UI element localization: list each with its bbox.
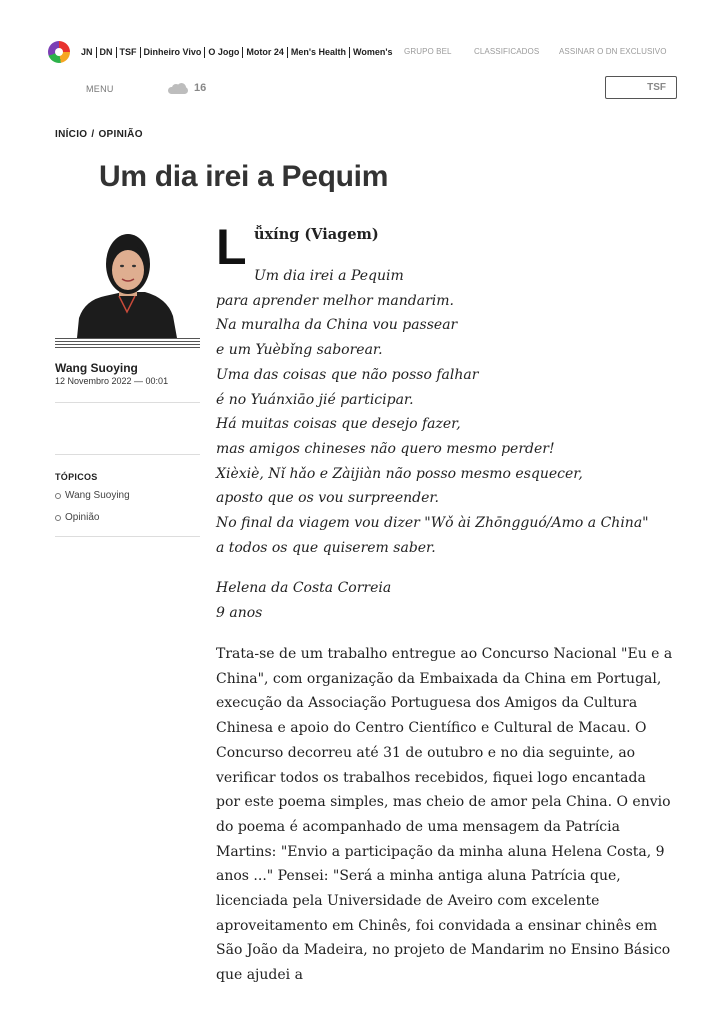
divider [55, 402, 200, 403]
poem-line: Uma das coisas que não posso falhar [216, 366, 479, 383]
publish-date: 12 Novembro 2022 — 00:01 [55, 376, 169, 386]
tsf-radio-label: TSF [647, 82, 666, 93]
poem-line: para aprender melhor mandarim. [216, 292, 454, 309]
brand-link-dinheiro-vivo[interactable]: Dinheiro Vivo [141, 47, 206, 58]
brand-list [70, 46, 393, 58]
signature-age: 9 anos [216, 605, 263, 621]
photo-divider [55, 338, 200, 348]
breadcrumb-home[interactable]: INÍCIO [55, 129, 88, 140]
brand-link-o-jogo[interactable]: O Jogo [205, 47, 243, 58]
temperature-value: 16 [194, 82, 207, 94]
poem-line: Há muitas coisas que desejo fazer, [216, 416, 461, 433]
group-logo-icon[interactable] [48, 41, 70, 63]
weather-widget[interactable] [168, 82, 206, 94]
menu-button[interactable]: MENU [86, 84, 114, 94]
topic-label: Opinião [65, 512, 100, 523]
breadcrumb-separator: / [91, 129, 95, 140]
poem-line: aposto que os vou surpreender. [216, 490, 439, 507]
poem [216, 264, 686, 560]
brand-link-dn[interactable]: DN [97, 47, 117, 58]
poem-line: a todos os que quiserem saber. [216, 539, 436, 556]
network-bar [48, 40, 393, 64]
cloud-icon [168, 83, 188, 93]
brand-link-womens[interactable]: Women's [353, 46, 393, 57]
poem-title: ǚxíng (Viagem) [254, 226, 379, 243]
poem-line: mas amigos chineses não quero mesmo perder! [216, 440, 555, 457]
topic-link-wang-suoying[interactable] [55, 490, 130, 501]
grupo-bel-link[interactable]: GRUPO BEL [404, 47, 452, 56]
divider [55, 454, 200, 455]
author-name[interactable]: Wang Suoying [55, 361, 138, 375]
brand-link-jn[interactable]: JN [78, 47, 97, 58]
drop-cap: L [216, 219, 247, 275]
topics-heading: TÓPICOS [55, 472, 98, 482]
brand-link-motor-24[interactable]: Motor 24 [243, 47, 288, 58]
topic-link-opiniao[interactable] [55, 512, 99, 523]
poem-line: No final da viagem vou dizer "Wǒ ài Zhōngguó/Amo a China" [216, 515, 649, 532]
brand-link-tsf[interactable]: TSF [117, 47, 141, 58]
article-body: Trata-se de um trabalho entregue ao Concurso Nacional "Eu e a China", com organização da Embaixada da China em Portugal, execução da Associação Portuguesa dos Amigos da Cultura Chinesa e apoio do Centro Científico e Cultural de Macau. O Concurso decorreu até 31 de outubro e no dia seguinte, ao verificar todos os trabalhos recebidos, fiquei logo encantada por este poema simples, mas cheio de amor pela China. O envio do poema é acompanhado de uma mensagem da Patrícia Martins: "Envio a participação da minha aluna Helena Costa, 9 anos ..." Pensei: "Será a minha antiga aluna Patrícia que, licenciada pela Universidade de Aveiro com excelente aproveitamento em Chinês, foi convidada a ensinar chinês em São João da Madeira, no projeto de Mandarim no Ensino Básico que ajudei a [216, 646, 673, 984]
poem-line: Na muralha da China vou passear [216, 317, 458, 334]
breadcrumb [55, 129, 143, 140]
topic-label: Wang Suoying [65, 490, 130, 501]
signature-name: Helena da Costa Correia [216, 580, 392, 596]
divider [55, 536, 200, 537]
classificados-link[interactable]: CLASSIFICADOS [474, 47, 540, 56]
breadcrumb-section[interactable]: OPINIÃO [98, 129, 143, 140]
page-title: Um dia irei a Pequim [99, 160, 389, 193]
bullet-icon [55, 515, 61, 521]
poem-line: Um dia irei a Pequim [254, 268, 404, 284]
poem-line: Xièxiè, Nǐ hǎo e Zàijiàn não posso mesmo esquecer, [216, 465, 583, 482]
brand-link-mens-health[interactable]: Men's Health [288, 47, 350, 58]
author-photo [75, 226, 180, 338]
subscribe-link[interactable]: ASSINAR O DN EXCLUSIVO [559, 47, 667, 56]
poem-signature [216, 576, 391, 626]
poem-line: e um Yuèbǐng saborear. [216, 342, 383, 359]
poem-line: é no Yuánxiāo jié participar. [216, 391, 414, 408]
tsf-radio-button[interactable] [605, 76, 677, 99]
bullet-icon [55, 493, 61, 499]
